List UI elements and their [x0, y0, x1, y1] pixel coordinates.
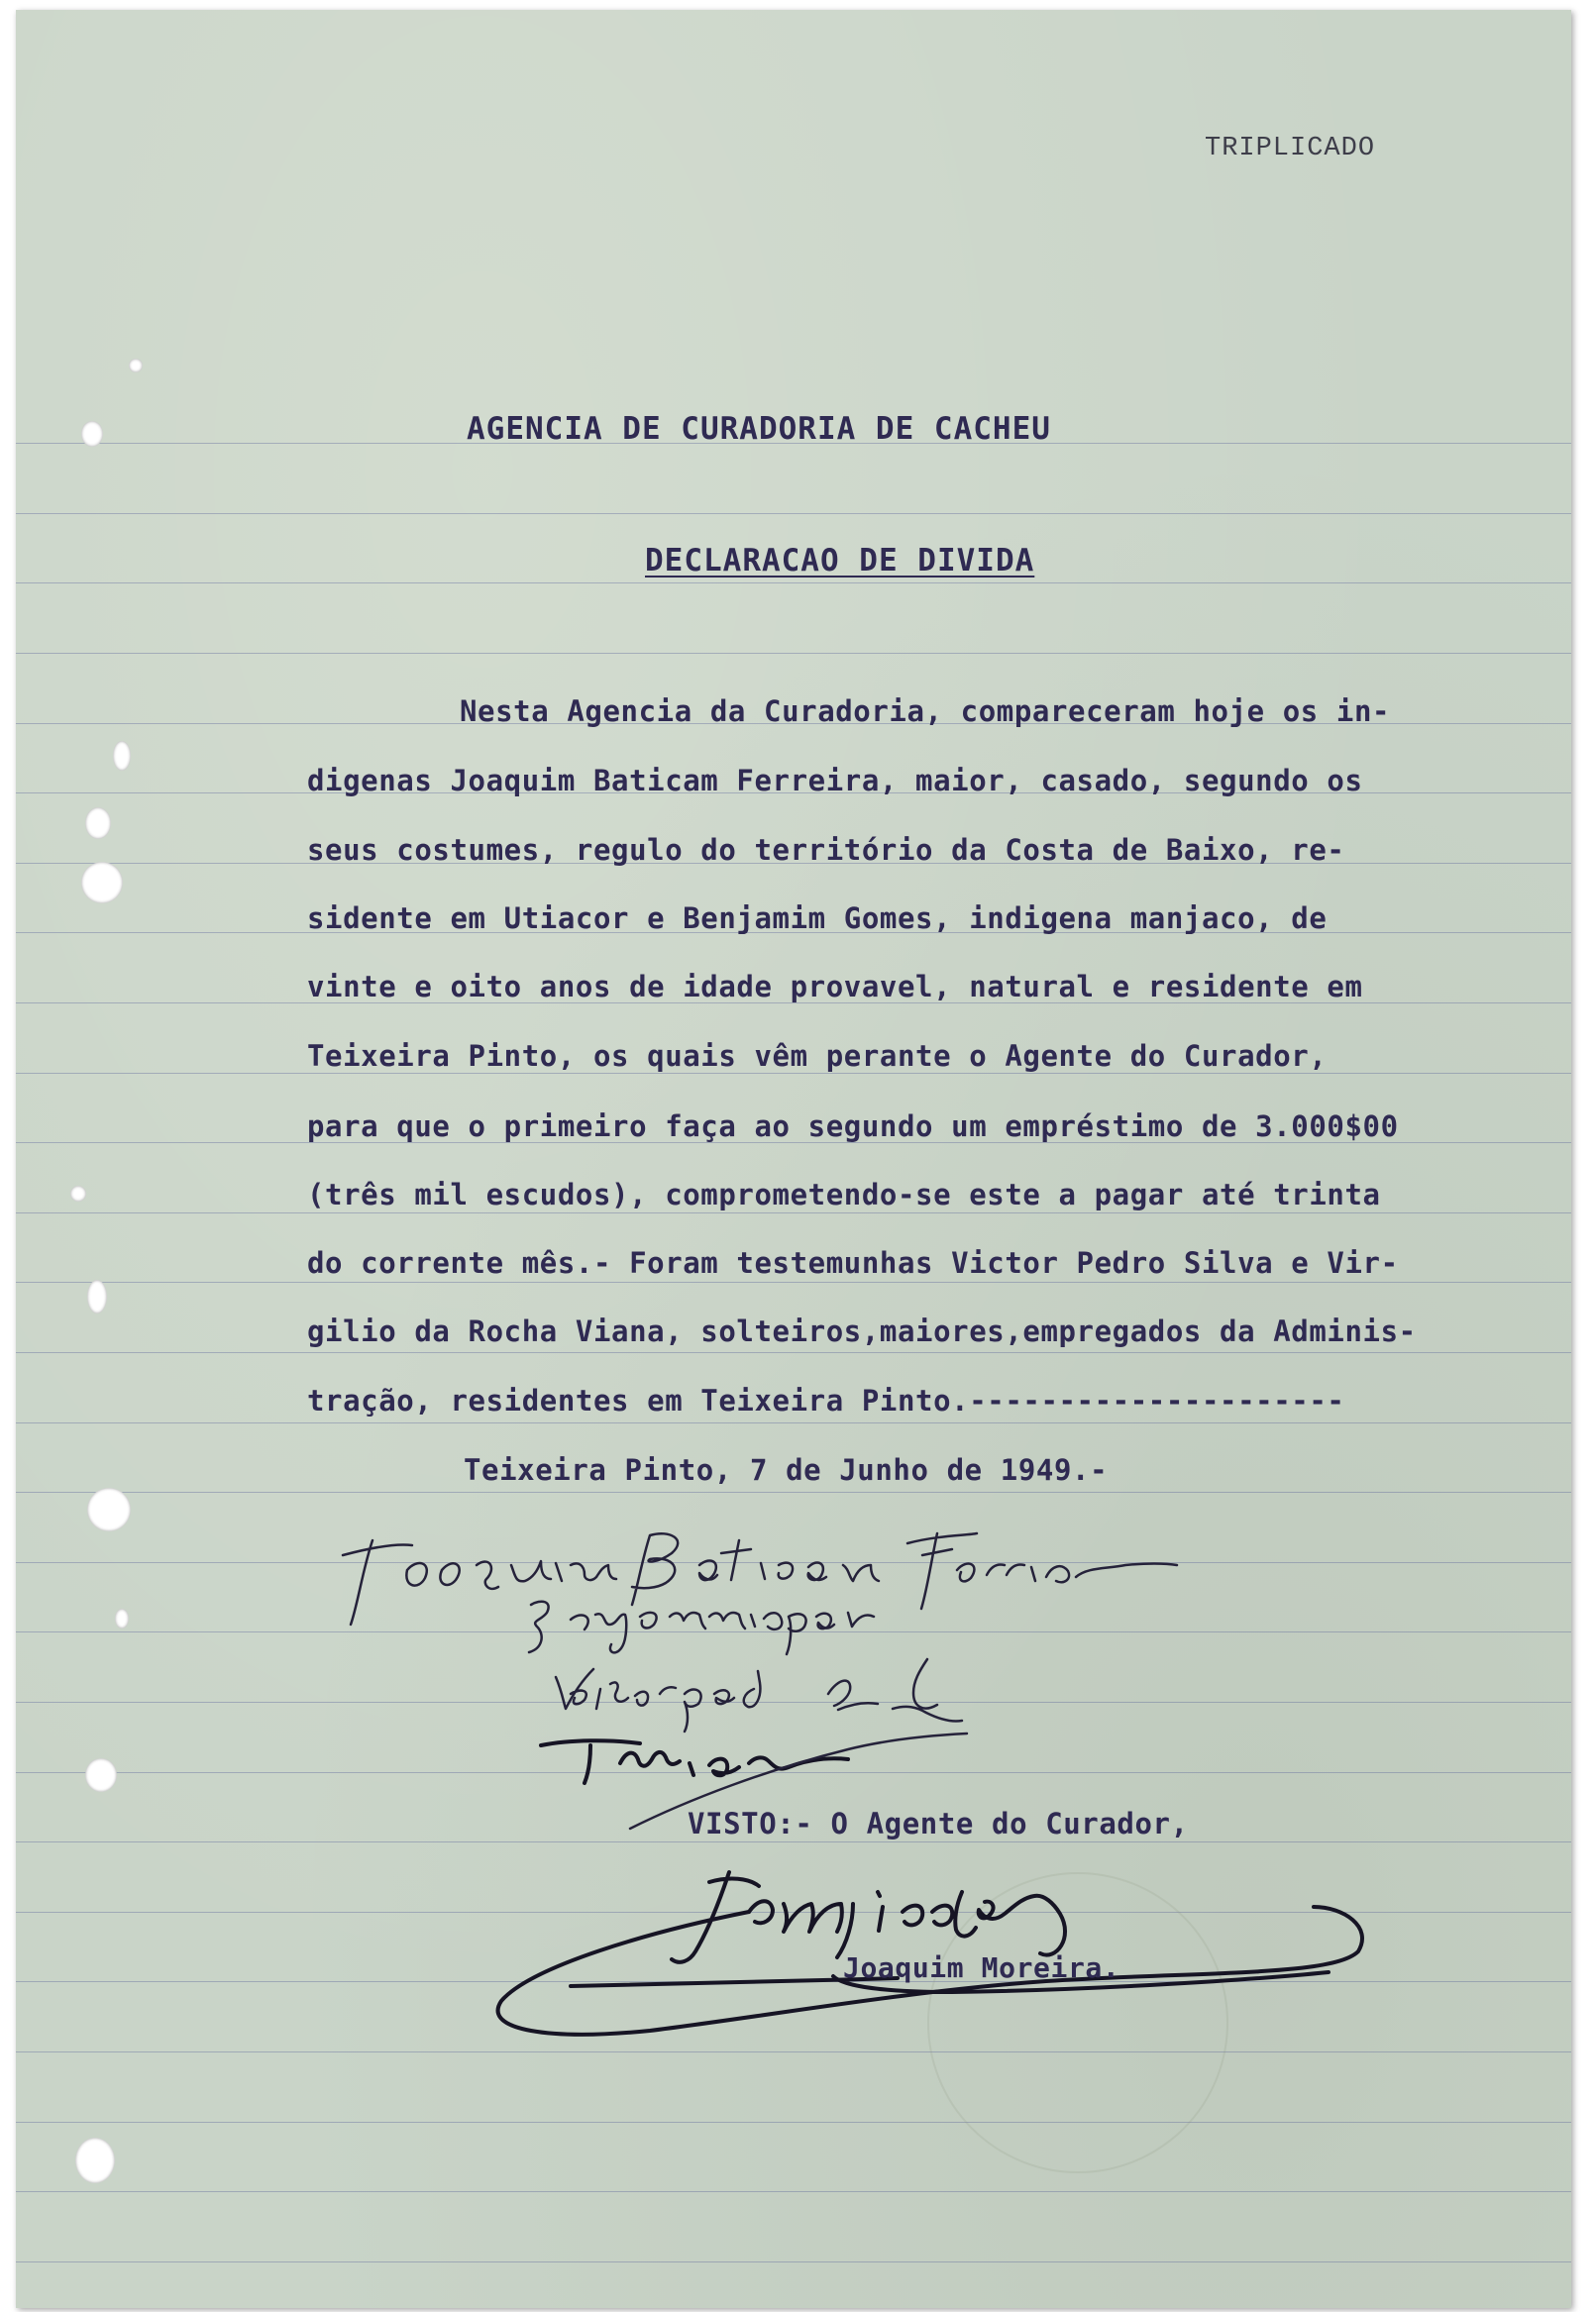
body-line: para que o primeiro faça ao segundo um empréstimo de 3.000$00 — [307, 1109, 1399, 1143]
body-line: Teixeira Pinto, os quais vêm perante o Agente do Curador, — [307, 1039, 1328, 1073]
body-line: do corrente mês.- Foram testemunhas Victor Pedro Silva e Vir- — [307, 1246, 1399, 1280]
agency-title: AGENCIA DE CURADORIA DE CACHEU — [467, 411, 1051, 447]
signature-benjamim-gomes — [529, 1602, 874, 1654]
document-sheet — [16, 10, 1571, 2308]
signatures-drawing — [16, 10, 1571, 2308]
body-line: sidente em Utiacor e Benjamim Gomes, indigena manjaco, de — [307, 901, 1328, 935]
copy-label: TRIPLICADO — [1205, 134, 1376, 163]
body-line: digenas Joaquim Baticam Ferreira, maior, casado, segundo os — [307, 764, 1363, 797]
signature-joaquim-baticam-ferreira — [343, 1533, 1177, 1625]
body-line: Nesta Agencia da Curadoria, compareceram hoje os in- — [460, 694, 1391, 728]
body-line: gilio da Rocha Viana, solteiros,maiores,empregados da Adminis- — [307, 1314, 1417, 1348]
visto-line: VISTO:- O Agente do Curador, — [688, 1807, 1189, 1840]
body-line: tração, residentes em Teixeira Pinto.--------------------- — [307, 1384, 1345, 1418]
document-title: DECLARACAO DE DIVIDA — [645, 543, 1035, 578]
signature-victor-pedro-silva — [556, 1659, 962, 1732]
body-line: seus costumes, regulo do território da Costa de Baixo, re- — [307, 833, 1345, 867]
body-line: vinte e oito anos de idade provavel, natural e residente em — [307, 970, 1363, 1003]
date-line: Teixeira Pinto, 7 de Junho de 1949.- — [464, 1453, 1109, 1487]
body-line: (três mil escudos), comprometendo-se este a pagar até trinta — [307, 1178, 1381, 1211]
agent-name: Joaquim Moreira. — [843, 1951, 1120, 1984]
